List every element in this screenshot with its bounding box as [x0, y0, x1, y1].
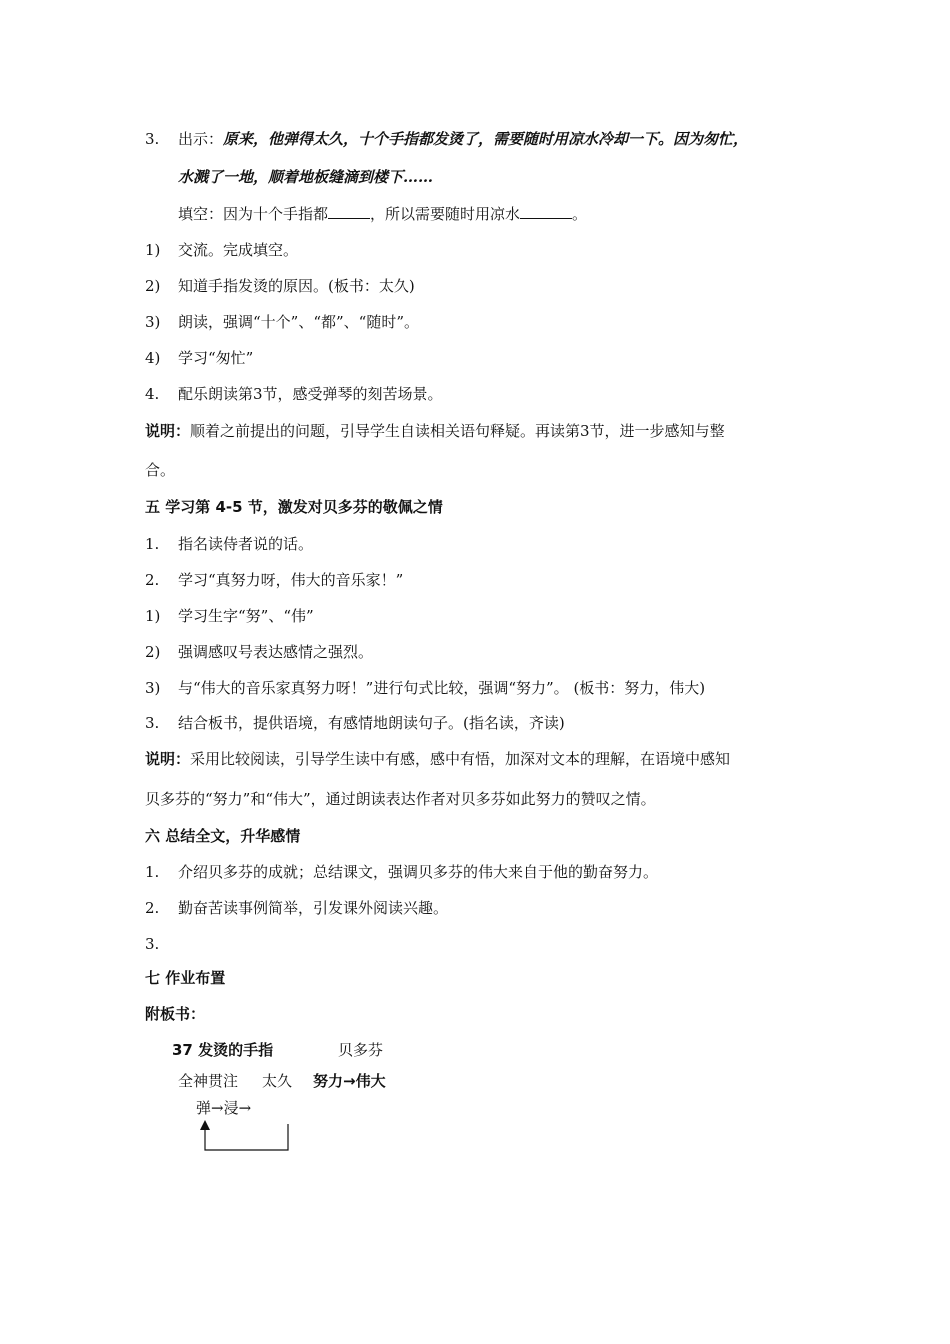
item-text: 结合板书，提供语境，有感情地朗读句子。(指名读，齐读): [178, 714, 565, 732]
item-text: 朗读，强调“十个”、“都”、“随时”。: [178, 313, 420, 331]
section6-heading: 六 总结全文，升华感情: [145, 827, 301, 845]
item-number: 1): [145, 241, 161, 259]
board-word-focus: 全神贯注: [178, 1072, 239, 1090]
item-number: 2.: [145, 899, 160, 917]
section5-heading: 五 学习第 4-5 节，激发对贝多芬的敬佩之情: [145, 498, 443, 516]
fill-text-b: ，所以需要随时用凉水: [370, 205, 521, 223]
item-text: 强调感叹号表达感情之强烈。: [178, 643, 374, 661]
board-play-soak: 弹→浸→: [196, 1099, 252, 1117]
item-text: 配乐朗读第3节，感受弹琴的刻苦场景。: [178, 385, 443, 403]
item-text: 学习生字“努”、“伟”: [178, 607, 314, 625]
fill-text-c: 。: [572, 205, 588, 223]
item-number: 4): [145, 349, 161, 367]
item-number: 3): [145, 313, 161, 331]
item-number: 2.: [145, 571, 160, 589]
item-text: 介绍贝多芬的成就；总结课文，强调贝多芬的伟大来自于他的勤奋努力。: [178, 863, 659, 881]
item-number: 2): [145, 277, 161, 295]
item-text: 勤奋苦读事例简举，引发课外阅读兴趣。: [178, 899, 449, 917]
item-number: 1): [145, 607, 161, 625]
item-number: 3.: [145, 130, 160, 148]
item-text: 知道手指发烫的原因。(板书：太久): [178, 277, 415, 295]
item-number: 2): [145, 643, 161, 661]
quoted-text-line2: 水溅了一地，顺着地板缝滴到楼下……: [178, 168, 434, 186]
item-text: 与“伟大的音乐家真努力呀！”进行句式比较，强调“努力”。 (板书：努力，伟大): [178, 679, 706, 697]
show-prefix: 出示：: [178, 130, 224, 148]
fill-text-a: 填空：因为十个手指都: [178, 205, 329, 223]
item-number: 3.: [145, 935, 160, 953]
board-heading: 附板书：: [145, 1005, 206, 1023]
board-author: 贝多芬: [338, 1041, 384, 1059]
note-text: 顺着之前提出的问题，引导学生自读相关语句释疑。再读第3节，进一步感知与整: [190, 422, 725, 440]
quoted-text-line1: 原来，他弹得太久，十个手指都发烫了，需要随时用凉水冷却一下。因为匆忙，: [223, 130, 749, 148]
item-number: 1.: [145, 863, 160, 881]
board-title: 37 发烫的手指: [172, 1041, 274, 1059]
item-number: 4.: [145, 385, 160, 403]
section7-heading: 七 作业布置: [145, 969, 226, 987]
item-text: 学习“真努力呀，伟大的音乐家！”: [178, 571, 404, 589]
board-word-long: 太久: [262, 1072, 293, 1090]
item-number: 3.: [145, 714, 160, 732]
item-text: 交流。完成填空。: [178, 241, 299, 259]
board-word-effort: 努力→伟大: [313, 1072, 386, 1090]
item-text: 指名读侍者说的话。: [178, 535, 314, 553]
item-number: 1.: [145, 535, 160, 553]
note-text: 贝多芬的“努力”和“伟大”，通过朗读表达作者对贝多芬如此努力的赞叹之情。: [145, 790, 656, 808]
note-label: 说明：: [145, 422, 191, 440]
note-text: 采用比较阅读，引导学生读中有感，感中有悟，加深对文本的理解，在语境中感知: [190, 750, 731, 768]
note-label: 说明：: [145, 750, 191, 768]
note-text: 合。: [145, 461, 176, 479]
item-text: 学习“匆忙”: [178, 349, 254, 367]
item-number: 3): [145, 679, 161, 697]
